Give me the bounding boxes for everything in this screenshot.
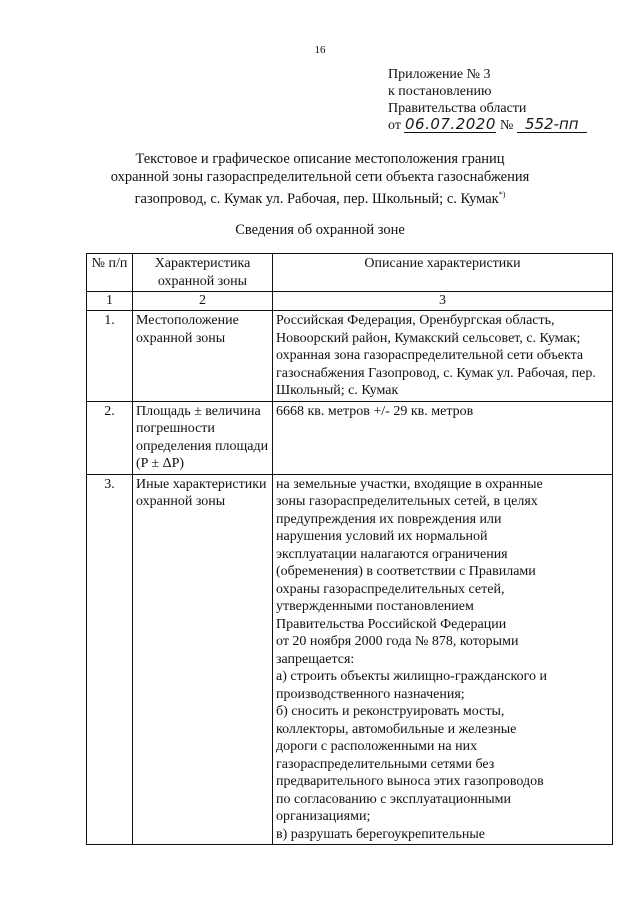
zone-info-table (86, 253, 613, 845)
date-prefix: от (388, 118, 401, 133)
description-line: на земельные участки, входящие в охранные (276, 476, 543, 492)
row-num: 3. (87, 474, 133, 845)
appendix-block (388, 66, 587, 134)
description-line: производственного назначения; (276, 686, 465, 702)
description-line: б) сносить и реконструировать мосты, (276, 704, 505, 719)
appendix-date-line (388, 117, 587, 134)
row-description: 6668 кв. метров +/- 29 кв. метров (273, 401, 613, 474)
description-line: Правительства Российской Федерации (276, 616, 507, 632)
description-line: в) разрушать берегоукрепительные (276, 826, 486, 842)
title-line-2: охранной зоны газораспределительной сети объекта газоснабжения (110, 169, 530, 185)
row-characteristic: Площадь ± величина погрешности определения площади (P ± ΔP) (133, 401, 273, 474)
description-line: по согласованию с эксплуатационными (276, 791, 511, 807)
col-number-1: 1 (87, 292, 133, 311)
description-line: организациями; (276, 809, 371, 824)
description-line: запрещается: (276, 651, 355, 667)
handwritten-date: 06.07.2020 (404, 115, 496, 133)
appendix-line-3: Правительства области (388, 101, 527, 116)
description-line: газораспределительными сетями без (276, 756, 495, 772)
appendix-line-2: к постановлению (388, 84, 492, 99)
title-line-3 (80, 186, 560, 208)
column-number-row (87, 292, 613, 311)
description-line: охраны газораспределительных сетей, (276, 581, 505, 597)
description-line: предварительного выноса этих газопроводов (276, 774, 544, 789)
section-subtitle: Сведения об охранной зоне (235, 222, 405, 238)
table-row (87, 401, 613, 474)
row-num: 2. (87, 401, 133, 474)
description-line: утвержденными постановлением (276, 599, 474, 614)
title-line-1: Текстовое и графическое описание местоположения границ (135, 151, 505, 167)
header-description: Описание характеристики (273, 254, 613, 292)
description-line: эксплуатации налагаются ограничения (276, 546, 508, 562)
table-row (87, 474, 613, 845)
description-line: а) строить объекты жилищно-гражданского и (276, 669, 547, 684)
row-num: 1. (87, 311, 133, 402)
table-row (87, 311, 613, 402)
footnote-mark: *) (498, 190, 506, 199)
title-line-3-text: газопровод, с. Кумак ул. Рабочая, пер. Школьный; с. Кумак (134, 190, 499, 207)
handwritten-number: 552-пп (517, 117, 587, 133)
table-header-row (87, 254, 613, 292)
description-line: (обременения) в соответствии с Правилами (276, 564, 536, 579)
description-line: коллекторы, автомобильные и железные (276, 721, 517, 737)
description-line: нарушения условий их нормальной (276, 529, 488, 544)
col-number-3: 3 (273, 292, 613, 311)
row-description: Российская Федерация, Оренбургская область, Новоорский район, Кумакский сельсовет, с. Кумак; охранная зона газораспределительной сети объекта газоснабжения Газопровод, с. Кумак ул. Рабочая, пер. Школьный; с. Кумак (273, 311, 613, 402)
header-num: № п/п (87, 254, 133, 292)
page-number: 16 (314, 44, 326, 56)
row-description (273, 474, 613, 845)
description-line: предупреждения их повреждения или (276, 511, 502, 527)
description-line: дороги с расположенными на них (276, 739, 478, 754)
document-title (80, 150, 560, 208)
description-line: зоны газораспределительных сетей, в целях (276, 494, 538, 509)
col-number-2: 2 (133, 292, 273, 311)
appendix-line-1: Приложение № 3 (388, 67, 491, 82)
header-characteristic: Характеристика охранной зоны (133, 254, 273, 292)
description-line: от 20 ноября 2000 года № 878, которыми (276, 634, 519, 649)
row-characteristic: Местоположение охранной зоны (133, 311, 273, 402)
number-prefix: № (499, 118, 514, 133)
row-characteristic: Иные характеристики охранной зоны (133, 474, 273, 845)
